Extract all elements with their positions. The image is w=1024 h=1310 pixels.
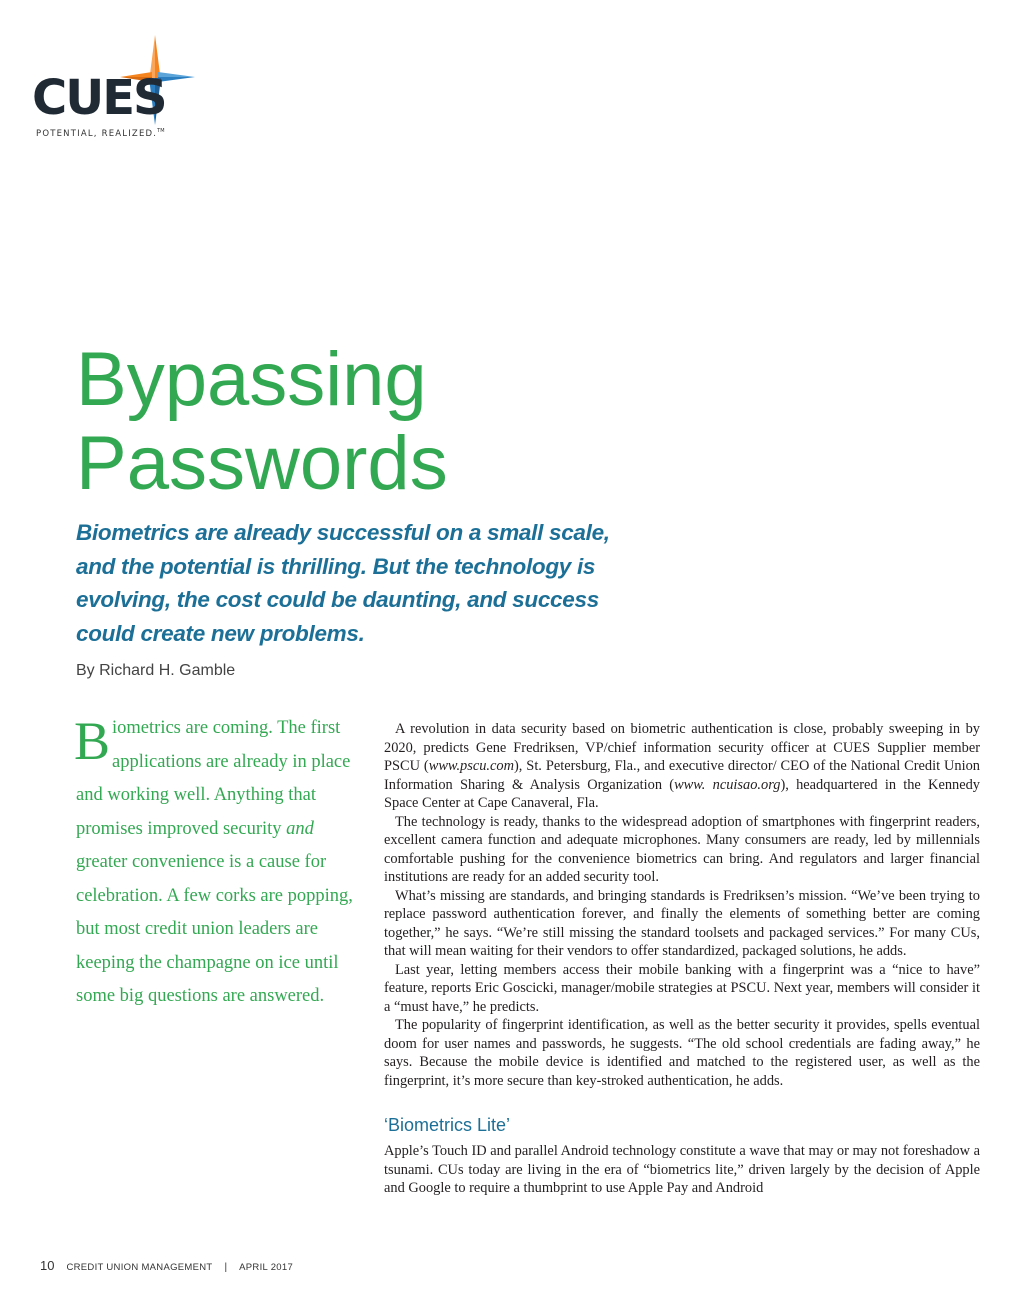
- pullquote-text-2: greater convenience is a cause for celebration. A few corks are popping, but most credit union leaders are keeping the champagne on ice until some big questions are answered.: [76, 852, 353, 1006]
- pull-quote: [76, 712, 368, 1014]
- paragraph-2: The technology is ready, thanks to the widespread adoption of smartphones with fingerprint readers, excellent camera function and adequate microphones. Many consumers are ready, led by millennials comfortable pushing for the convenience biometrics can bring. And regulators and larger financial institutions are ready for an added security tool.: [384, 813, 980, 885]
- pullquote-emphasis: and: [286, 818, 314, 839]
- article-body: [384, 720, 980, 1198]
- pullquote-text-1: iometrics are coming. The first applications are already in place and working well. Anything that promises improved security: [76, 718, 351, 839]
- article-deck: Biometrics are already successful on a small scale, and the potential is thrilling. But the technology is evolving, the cost could be daunting, and success could create new problems.: [76, 520, 610, 646]
- paragraph-1: A revolution in data security based on biometric authentication is close, probably sweeping in by 2020, predicts Gene Fredriksen, VP/chief information security officer at CUES Supplier member PSCU (www.pscu.com), St. Petersburg, Fla., and executive director/ CEO of the National Credit Union Information Sharing & Analysis Organization (www. ncuisao.org), headquartered in the Kennedy Space Center at Cape Canaveral, Fla.: [384, 721, 980, 811]
- section-subhead: ‘Biometrics Lite’: [384, 1115, 511, 1135]
- logo-wordmark: CUES: [32, 70, 166, 126]
- page-footer: [40, 1258, 293, 1273]
- byline: By Richard H. Gamble: [76, 662, 236, 679]
- issue-date: APRIL 2017: [239, 1262, 294, 1273]
- paragraph-6: Apple’s Touch ID and parallel Android technology constitute a wave that may or may not foreshadow a tsunami. CUs today are living in the era of “biometrics lite,” driven largely by the decision of Apple and Google to require a thumbprint to use Apple Pay and Android: [384, 1143, 980, 1196]
- cues-logo: [30, 30, 230, 140]
- title-line-2: Passwords: [76, 421, 448, 506]
- pscu-link[interactable]: www.pscu.com: [428, 758, 514, 774]
- footer-separator: |: [224, 1262, 228, 1273]
- ncuisao-link[interactable]: www. ncuisao.org: [674, 776, 781, 793]
- page-number: 10: [40, 1258, 55, 1273]
- title-line-1: Bypassing: [76, 337, 427, 422]
- drop-cap: B: [74, 711, 111, 771]
- article-title: [76, 338, 676, 506]
- paragraph-4: Last year, letting members access their mobile banking with a fingerprint was a “nice to have” feature, reports Eric Goscicki, manager/mobile strategies at PSCU. Next year, members will consider it a “must have,” he predicts.: [384, 961, 980, 1015]
- publication-name: CREDIT UNION MANAGEMENT: [66, 1262, 213, 1273]
- paragraph-3: What’s missing are standards, and bringing standards is Fredriksen’s mission. “We’ve been trying to replace password authentication forever, and finally the elements of something better are coming together,” he says. “We’re still missing the standard toolsets and packaged services.” For many CUs, that will mean waiting for their vendors to offer standardized, packaged solutions, he adds.: [384, 887, 980, 959]
- logo-tagline: POTENTIAL, REALIZED.™: [36, 128, 165, 139]
- paragraph-5: The popularity of fingerprint identification, as well as the better security it provides, spells eventual doom for user names and passwords, he suggests. “The old school credentials are fading away,” he says. Because the mobile device is identified and matched to the registered user, as well as the fingerprint, it’s more secure than key-stroked authentication, he adds.: [384, 1017, 980, 1089]
